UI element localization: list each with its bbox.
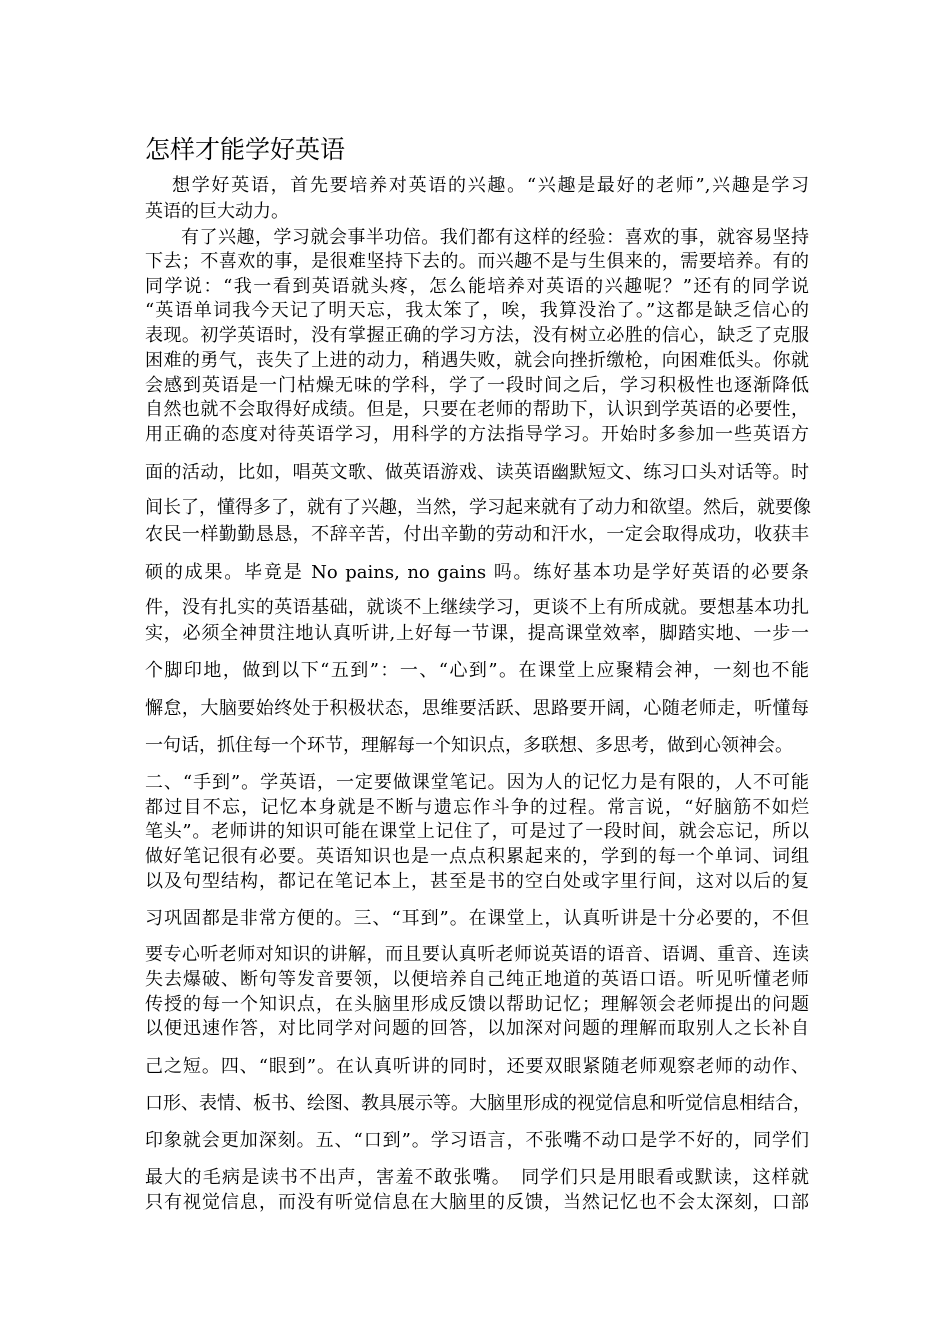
paragraph-line: 失去爆破、断句等发音要领，以便培养自己纯正地道的英语口语。听见听懂老师 [145, 969, 809, 990]
paragraph-line: 只有视觉信息，而没有听觉信息在大脑里的反馈，当然记忆也不会太深刻，口部 [145, 1192, 809, 1213]
paragraph-line: 会感到英语是一门枯燥无味的学科，学了一段时间之后，学习积极性也逐渐降低 [145, 375, 809, 396]
paragraph-line: 自然也就不会取得好成绩。但是，只要在老师的帮助下，认识到学英语的必要性， [145, 399, 809, 420]
paragraph-line: 一句话，抓住每一个环节，理解每一个知识点，多联想、多思考，做到心领神会。 [145, 735, 793, 756]
paragraph-line: 都过目不忘，记忆本身就是不断与遗忘作斗争的过程。常言说，“好脑筋不如烂 [145, 797, 809, 818]
paragraph-line: 英语的巨大动力。 [145, 201, 289, 222]
paragraph-line: 件，没有扎实的英语基础，就谈不上继续学习，更谈不上有所成就。要想基本功扎 [145, 597, 809, 618]
paragraph-line: “英语单词我今天记了明天忘，我太笨了，唉，我算没治了。”这都是缺乏信心的 [145, 300, 809, 321]
paragraph-line: 传授的每一个知识点，在头脑里形成反馈以帮助记忆；理解领会老师提出的问题 [145, 994, 809, 1015]
paragraph-line: 想学好英语，首先要培养对英语的兴趣。“兴趣是最好的老师”,兴趣是学习 [172, 175, 809, 196]
paragraph-line: 实，必须全神贯注地认真听讲,上好每一节课，提高课堂效率，脚踏实地、一步一 [145, 623, 809, 644]
paragraph-line: 以便迅速作答，对比同学对问题的回答，以加深对问题的理解而取别人之长补自 [145, 1018, 809, 1039]
paragraph-line: 有了兴趣，学习就会事半功倍。我们都有这样的经验：喜欢的事，就容易坚持 [181, 227, 809, 248]
paragraph-line: 做好笔记很有必要。英语知识也是一点点积累起来的，学到的每一个单词、词组 [145, 846, 809, 867]
paragraph-line: 二、“手到”。学英语，一定要做课堂笔记。因为人的记忆力是有限的，人不可能 [145, 772, 809, 793]
paragraph-line: 懈怠，大脑要始终处于积极状态，思维要活跃、思路要开阔，心随老师走，听懂每 [145, 698, 809, 719]
paragraph-line: 口形、表情、板书、绘图、教具展示等。大脑里形成的视觉信息和听觉信息相结合， [145, 1093, 811, 1114]
paragraph-line: 间长了，懂得多了，就有了兴趣，当然，学习起来就有了动力和欲望。然后，就要像 [145, 497, 811, 518]
paragraph-line: 下去；不喜欢的事，是很难坚持下去的。而兴趣不是与生俱来的，需要培养。有的 [145, 251, 809, 272]
paragraph-line: 最大的毛病是读书不出声，害羞不敢张嘴。 同学们只是用眼看或默读，这样就 [145, 1167, 809, 1188]
paragraph-line: 印象就会更加深刻。五、“口到”。学习语言，不张嘴不动口是学不好的，同学们 [145, 1130, 809, 1151]
paragraph-line: 硕的成果。毕竟是 No pains, no gains 吗。练好基本功是学好英语的必要条 [145, 562, 809, 583]
paragraph-line: 表现。初学英语时，没有掌握正确的学习方法，没有树立必胜的信心，缺乏了克服 [145, 325, 809, 346]
paragraph-line: 同学说：“我一看到英语就头疼，怎么能培养对英语的兴趣呢？”还有的同学说 [145, 276, 809, 297]
paragraph-line: 己之短。四、“眼到”。在认真听讲的同时，还要双眼紧随老师观察老师的动作、 [145, 1056, 809, 1077]
paragraph-line: 用正确的态度对待英语学习，用科学的方法指导学习。开始时多参加一些英语方 [145, 424, 809, 445]
paragraph-line: 以及句型结构，都记在笔记本上，甚至是书的空白处或字里行间，这对以后的复 [145, 871, 809, 892]
paragraph-line: 困难的勇气，丧失了上进的动力，稍遇失败，就会向挫折缴枪，向困难低头。你就 [145, 350, 809, 371]
document-title: 怎样才能学好英语 [145, 135, 346, 164]
paragraph-line: 个脚印地，做到以下“五到”：一、“心到”。在课堂上应聚精会神，一刻也不能 [145, 660, 809, 681]
paragraph-line: 笔头”。老师讲的知识可能在课堂上记住了，可是过了一段时间，就会忘记，所以 [145, 821, 809, 842]
paragraph-line: 习巩固都是非常方便的。三、“耳到”。在课堂上，认真听讲是十分必要的，不但 [145, 908, 809, 929]
paragraph-line: 要专心听老师对知识的讲解，而且要认真听老师说英语的语音、语调、重音、连读 [145, 944, 809, 965]
paragraph-line: 农民一样勤勤恳恳，不辞辛苦，付出辛勤的劳动和汗水，一定会取得成功，收获丰 [145, 524, 809, 545]
paragraph-line: 面的活动，比如，唱英文歌、做英语游戏、读英语幽默短文、练习口头对话等。时 [145, 462, 809, 483]
